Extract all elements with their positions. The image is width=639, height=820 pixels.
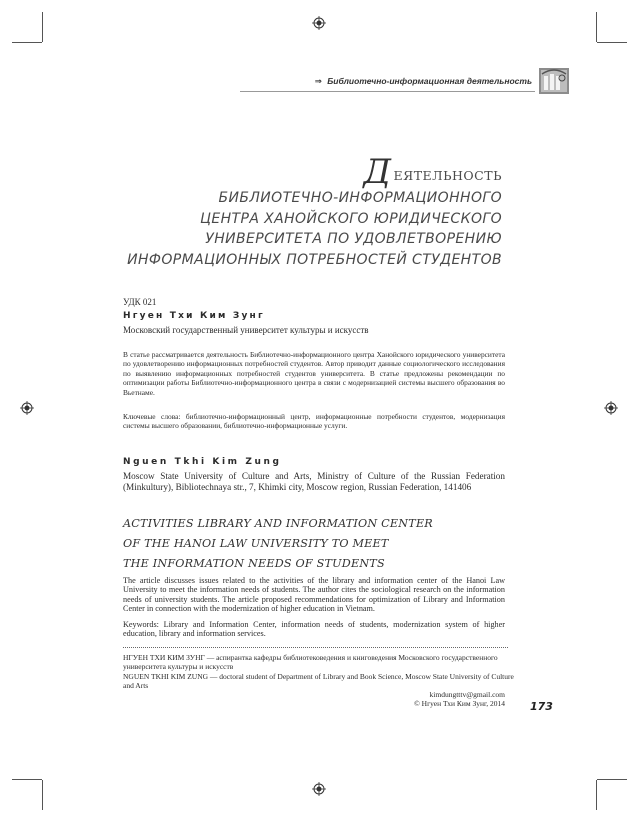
page-number: 173 (530, 700, 553, 713)
registration-mark-icon (312, 16, 326, 30)
udk-code: УДК 021 (123, 297, 157, 307)
keywords-en: Keywords: Library and Information Center, information needs of students, modernization system of higher education, library and information services. (123, 620, 505, 639)
running-header (250, 76, 532, 90)
author-affiliation-ru: Московский государственный университет культуры и искусств (123, 325, 369, 335)
title-line: УНИВЕРСИТЕТА ПО УДОВЛЕТВОРЕНИЮ (205, 231, 502, 247)
footnote-divider (123, 647, 508, 648)
author-name-en: Nguen Tkhi Kim Zung (123, 457, 282, 467)
abstract-ru: В статье рассматривается деятельность Библиотечно-информационного центра Ханойского юридического университета по удовлетворению информационных потребностей студентов. Автор приводит данные социологического исследования по выявлению информационных потребностей студентов университета. В статье предложены рекомендации по оптимизации работы Библиотечно-информационного центра в связи с модернизацией системы высшего образования во Вьетнаме. (123, 350, 505, 397)
author-affiliation-en: Moscow State University of Culture and Arts, Ministry of Culture of the Russian Federation (Minkultury), Bibliotechnaya str., 7, Khimki city, Moscow region, Russian Federation, 141406 (123, 471, 505, 492)
crop-mark (12, 42, 42, 43)
article-title (110, 152, 502, 270)
crop-mark (596, 780, 597, 810)
title-line: ИНФОРМАЦИОННЫХ ПОТРЕБНОСТЕЙ СТУДЕНТОВ (127, 251, 502, 268)
contact-block (414, 691, 505, 709)
title-line: БИБЛИОТЕЧНО-ИНФОРМАЦИОННОГО (218, 190, 502, 206)
title-first-word: ЕЯТЕЛЬНОСТЬ (393, 168, 502, 183)
journal-logo-icon (539, 66, 569, 94)
title-en-line: THE INFORMATION NEEDS OF STUDENTS (123, 557, 385, 570)
crop-mark (12, 779, 42, 780)
footnote-en: NGUEN TKHI KIM ZUNG — doctoral student of Department of Library and Book Science, Moscow State University of Culture and Arts (123, 672, 514, 690)
article-title-en (123, 514, 523, 574)
title-line: ЦЕНТРА ХАНОЙСКОГО ЮРИДИЧЕСКОГО (200, 210, 502, 227)
abstract-en: The article discusses issues related to the activities of the library and information center of the Hanoi Law University to meet the information needs of students. The author cites the sociological research on the information needs of university students. The article proposed recommendations for optimization of Library and Information Center in connection with the modernization of higher education in Vietnam. (123, 576, 505, 614)
arrow-icon: ⇒ (314, 76, 322, 86)
keywords-ru: Ключевые слова: библиотечно-информационный центр, информационные потребности студентов, модернизация системы высшего образовании, библиотечно-информационные услуги. (123, 412, 505, 431)
footnote-ru: НГУЕН ТХИ КИМ ЗУНГ — аспирантка кафедры библиотековедения и книговедения Московского государственного университета культуры и искусств (123, 653, 498, 671)
title-en-line: ACTIVITIES LIBRARY AND INFORMATION CENTER (123, 517, 433, 530)
header-rule (240, 91, 535, 92)
title-first-line (110, 152, 502, 192)
section-title: Библиотечно-информационная деятельность (327, 76, 532, 86)
crop-mark (596, 12, 597, 42)
author-email: kimdungtttv@gmail.com (429, 690, 505, 699)
crop-mark (597, 779, 627, 780)
registration-mark-icon (20, 401, 34, 415)
crop-mark (597, 42, 627, 43)
crop-mark (42, 12, 43, 42)
copyright: © Нгуен Тхи Ким Зунг, 2014 (414, 698, 505, 708)
registration-mark-icon (312, 782, 326, 796)
author-name-ru: Нгуен Тхи Ким Зунг (123, 311, 265, 321)
title-en-line: OF THE HANOI LAW UNIVERSITY TO MEET (123, 537, 389, 550)
crop-mark (42, 780, 43, 810)
title-dropcap: Д (363, 152, 392, 192)
registration-mark-icon (604, 401, 618, 415)
